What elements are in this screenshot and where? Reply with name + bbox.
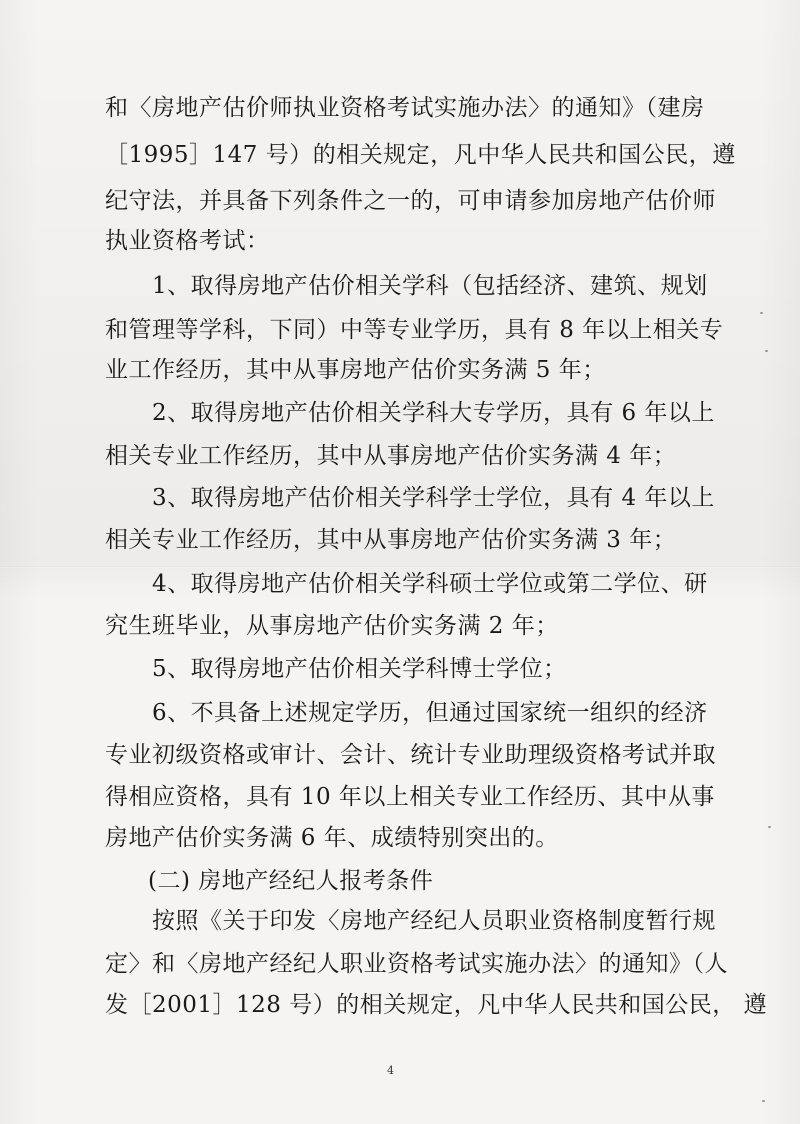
body-line-14: 5、取得房地产估价相关学科博士学位； (152, 656, 567, 682)
paper-speck (762, 1100, 765, 1102)
body-line-12: 4、取得房地产估价相关学科硕士学位或第二学位、研 (152, 571, 708, 597)
body-line-18: 房地产估价实务满 6 年、成绩特别突出的。 (105, 825, 559, 851)
body-line-15: 6、不具备上述规定学历，但通过国家统一组织的经济 (152, 700, 708, 726)
body-line-22: 发［2001］128 号）的相关规定，凡中华人民共和国公民， 遵 (105, 992, 768, 1018)
body-line-6: 和管理等学科，下同）中等专业学历，具有 8 年以上相关专 (105, 317, 724, 343)
body-line-21: 定〉和〈房地产经纪人职业资格考试实施办法〉的通知》（人 (105, 951, 728, 977)
body-line-8: 2、取得房地产估价相关学科大专学历，具有 6 年以上 (152, 400, 715, 426)
paper-speck (765, 350, 768, 352)
body-line-20: 按照《关于印发〈房地产经纪人员职业资格制度暂行规 (152, 908, 716, 934)
section-heading: (二) 房地产经纪人报考条件 (148, 868, 434, 894)
body-line-11: 相关专业工作经历，其中从事房地产估价实务满 3 年； (105, 527, 677, 553)
body-line-10: 3、取得房地产估价相关学科学士学位，具有 4 年以上 (152, 485, 715, 511)
paper-speck (768, 826, 771, 828)
page-number: 4 (387, 1064, 394, 1077)
body-line-7: 业工作经历，其中从事房地产估价实务满 5 年； (105, 357, 606, 383)
body-line-16: 专业初级资格或审计、会计、统计专业助理级资格考试并取 (105, 742, 716, 768)
body-line-5: 1、取得房地产估价相关学科（包括经济、建筑、规划 (152, 273, 708, 299)
body-line-2: ［1995］147 号）的相关规定，凡中华人民共和国公民，遵 (105, 142, 736, 168)
body-line-4: 执业资格考试： (105, 228, 270, 254)
body-line-13: 究生班毕业，从事房地产估价实务满 2 年； (105, 613, 559, 639)
body-line-3: 纪守法，并具备下列条件之一的，可申请参加房地产估价师 (105, 188, 716, 214)
body-line-9: 相关专业工作经历，其中从事房地产估价实务满 4 年； (105, 443, 677, 469)
body-line-17: 得相应资格，具有 10 年以上相关专业工作经历、其中从事 (105, 784, 715, 810)
paper-fold (0, 566, 800, 568)
body-line-1: 和〈房地产估价师执业资格考试实施办法〉的通知》（建房 (105, 95, 705, 121)
paper-speck (760, 312, 763, 314)
